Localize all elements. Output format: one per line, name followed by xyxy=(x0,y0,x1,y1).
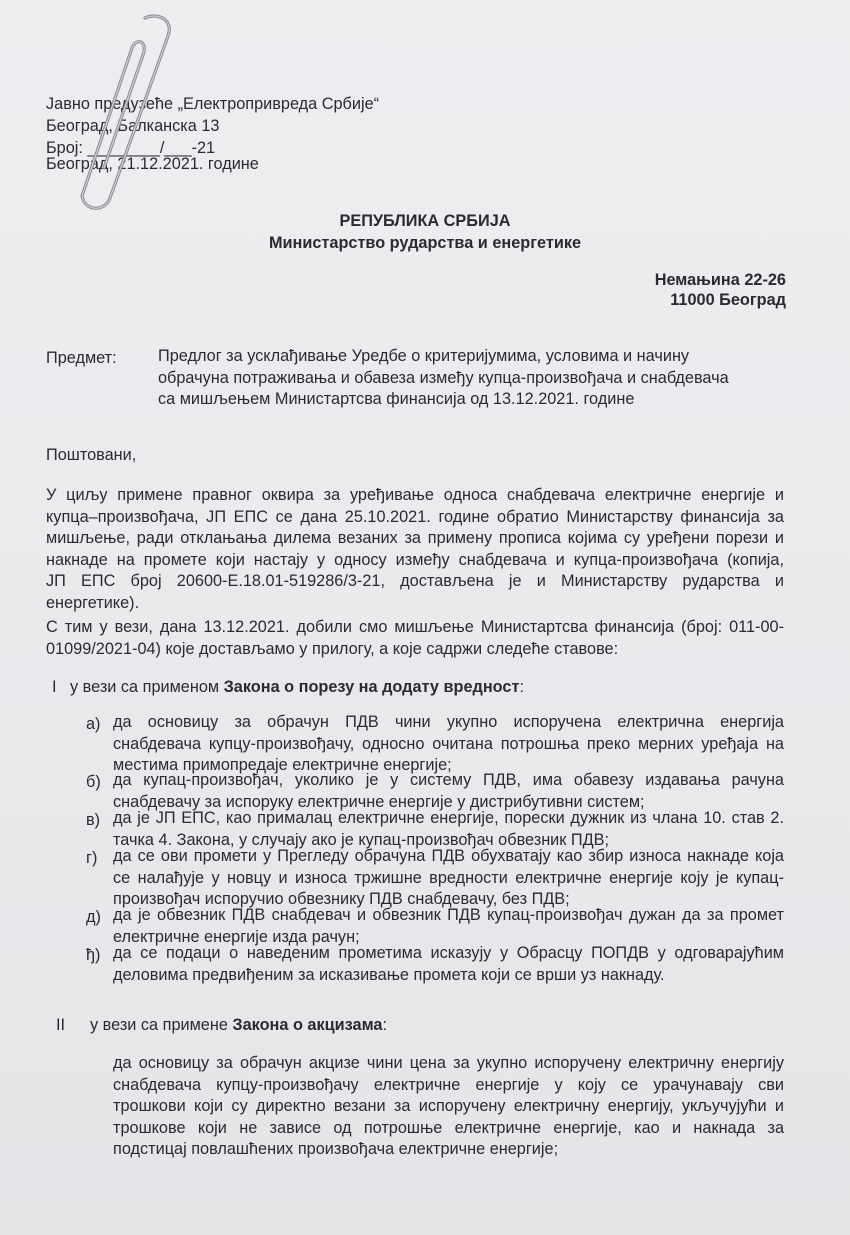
sender-address: Београд, Балканска 13 xyxy=(46,117,220,135)
subject-label: Предмет: xyxy=(46,349,117,367)
section-2-line: трошкови који су директно везани за испоручену електричну енергију, укључујући и xyxy=(113,1097,784,1115)
item-b-mark: б) xyxy=(86,773,101,791)
paragraph-line: накнаде на промете који настају у односу између снабдевача и купца-произвођача (копија, xyxy=(46,550,784,569)
section-2-line: снабдевача купцу-произвођачу електричне енергије у коју се урачунавају сви xyxy=(113,1075,784,1094)
paragraph-line: У циљу примене правног оквира за уређивање односа снабдевача електричне енергије и xyxy=(46,486,784,504)
item-line: да је обвезник ПДВ снабдевач и обвезник ПДВ купац-произвођач дужан да за промет xyxy=(113,906,784,924)
addressee-city: 11000 Београд xyxy=(670,291,786,309)
item-g-text xyxy=(113,846,784,911)
addressee-republic: РЕПУБЛИКА СРБИЈА xyxy=(339,212,511,230)
item-line: се налађује у новцу и износа тржишне вредности електричне енергије коју је купац- xyxy=(113,868,784,887)
section-2-text xyxy=(113,1053,784,1161)
item-dj-mark: ђ) xyxy=(86,946,101,964)
paragraph-line: ЈП ЕПС број 20600-Е.18.01-519286/3-21, достављена је и Министарству рударства и xyxy=(46,572,784,590)
item-line: деловима предвиђеним за исказивање промета који се врши уз накнаду. xyxy=(113,965,665,984)
document-date: Београд, 21.12.2021. године xyxy=(46,155,259,173)
addressee-street: Немањина 22-26 xyxy=(654,271,786,289)
greeting: Поштовани, xyxy=(46,446,137,464)
item-d-mark: д) xyxy=(86,908,101,926)
section-1-heading xyxy=(70,678,524,697)
item-line: да основицу за обрачун ПДВ чини укупно испоручена електрична енергија xyxy=(113,713,784,731)
section-2-prefix: у вези са примене xyxy=(90,1016,233,1034)
item-line: снабдевача купцу-произвођачу, односно очитана потрошња преко мерних уређаја на xyxy=(113,734,784,753)
paragraph-opinion xyxy=(46,617,784,660)
item-line: снабдевачу за испоруку електричне енергије у дистрибутивни систем; xyxy=(113,792,645,811)
subject-line: обрачуна потраживања и обавеза између купца-произвођача и снабдевача xyxy=(158,368,729,387)
paragraph-line: купца–произвођача, ЈП ЕПС се дана 25.10.2021. године обратио Министарству финансија за xyxy=(46,507,784,526)
section-1-prefix: у вези са применом xyxy=(70,678,224,696)
document-number: Број: ________/___-21 xyxy=(46,139,216,157)
item-line: електричне енергије изда рачун; xyxy=(113,927,360,946)
section-2-number: II xyxy=(56,1016,66,1034)
paragraph-line: С тим у вези, дана 13.12.2021. добили смо мишљење Министартсва финансија (број: 011-00- xyxy=(46,618,784,636)
paragraph-line: енергетике). xyxy=(46,593,140,612)
item-dj-text xyxy=(113,943,784,986)
section-2-line: подстицај повлашћених произвођача електричне енергије; xyxy=(113,1140,559,1158)
paper-clip-icon xyxy=(50,8,180,218)
section-1-suffix: : xyxy=(519,678,524,696)
item-line: местима примопредаје електричне енергије; xyxy=(113,756,452,774)
subject-line: са мишљењем Министартсва финансија од 13.12.2021. године xyxy=(158,390,635,408)
item-line: да купац-произвођач, уколико је у систему ПДВ, има обавезу издавања рачуна xyxy=(113,771,784,789)
addressee-ministry: Министарство рударства и енергетике xyxy=(268,234,582,252)
section-2-suffix: : xyxy=(382,1016,388,1034)
paragraph-intro xyxy=(46,485,784,614)
item-line: да је ЈП ЕПС, као прималац електричне енергије, порески дужник из члана 10. став 2. xyxy=(113,809,784,827)
item-v-text xyxy=(113,808,784,851)
paragraph-line: мишљење, ради отклањања дилема везаних за примену прописа којима су уређени порези и xyxy=(46,529,784,547)
paragraph-line: 01099/2021-04) које достављамо у прилогу, а које садржи следеће ставове: xyxy=(46,639,619,658)
section-2-line: трошкове који не зависе од потрошње електричне енергије, као и накнада за xyxy=(113,1118,784,1137)
item-v-mark: в) xyxy=(86,811,101,829)
subject-text xyxy=(158,346,729,411)
item-d-text xyxy=(113,905,784,948)
subject-line: Предлог за усклађивање Уредбе о критеријумима, условима и начину xyxy=(158,347,690,365)
item-line: произвођач испоручио обвезнику ПДВ снабдевачу, без ПДВ; xyxy=(113,890,570,908)
item-g-mark: г) xyxy=(86,849,98,867)
section-2-law: Закона о акцизама xyxy=(232,1016,383,1034)
item-line: да се подаци о наведеним прометима исказују у Обрасцу ПОПДВ у одговарајућим xyxy=(113,944,784,962)
item-line: тачка 4. Закона, у случају ако је купац-произвођач обвезник ПДВ; xyxy=(113,830,610,849)
item-b-text xyxy=(113,770,784,813)
section-2-heading xyxy=(90,1016,387,1035)
sender-name: Јавно предузеће „Електропривреда Србије“ xyxy=(46,95,380,113)
item-line: да се ови промети у Прегледу обрачуна ПДВ обухватају као збир износа накнаде која xyxy=(113,847,784,865)
section-1-law: Закона о порезу на додату вредност xyxy=(223,678,520,696)
section-2-line: да основицу за обрачун акцизе чини цена за укупно испоручену електричну енергију xyxy=(113,1054,784,1072)
item-a-text xyxy=(113,712,784,777)
item-a-mark: а) xyxy=(86,715,101,733)
section-1-number: I xyxy=(52,678,57,696)
